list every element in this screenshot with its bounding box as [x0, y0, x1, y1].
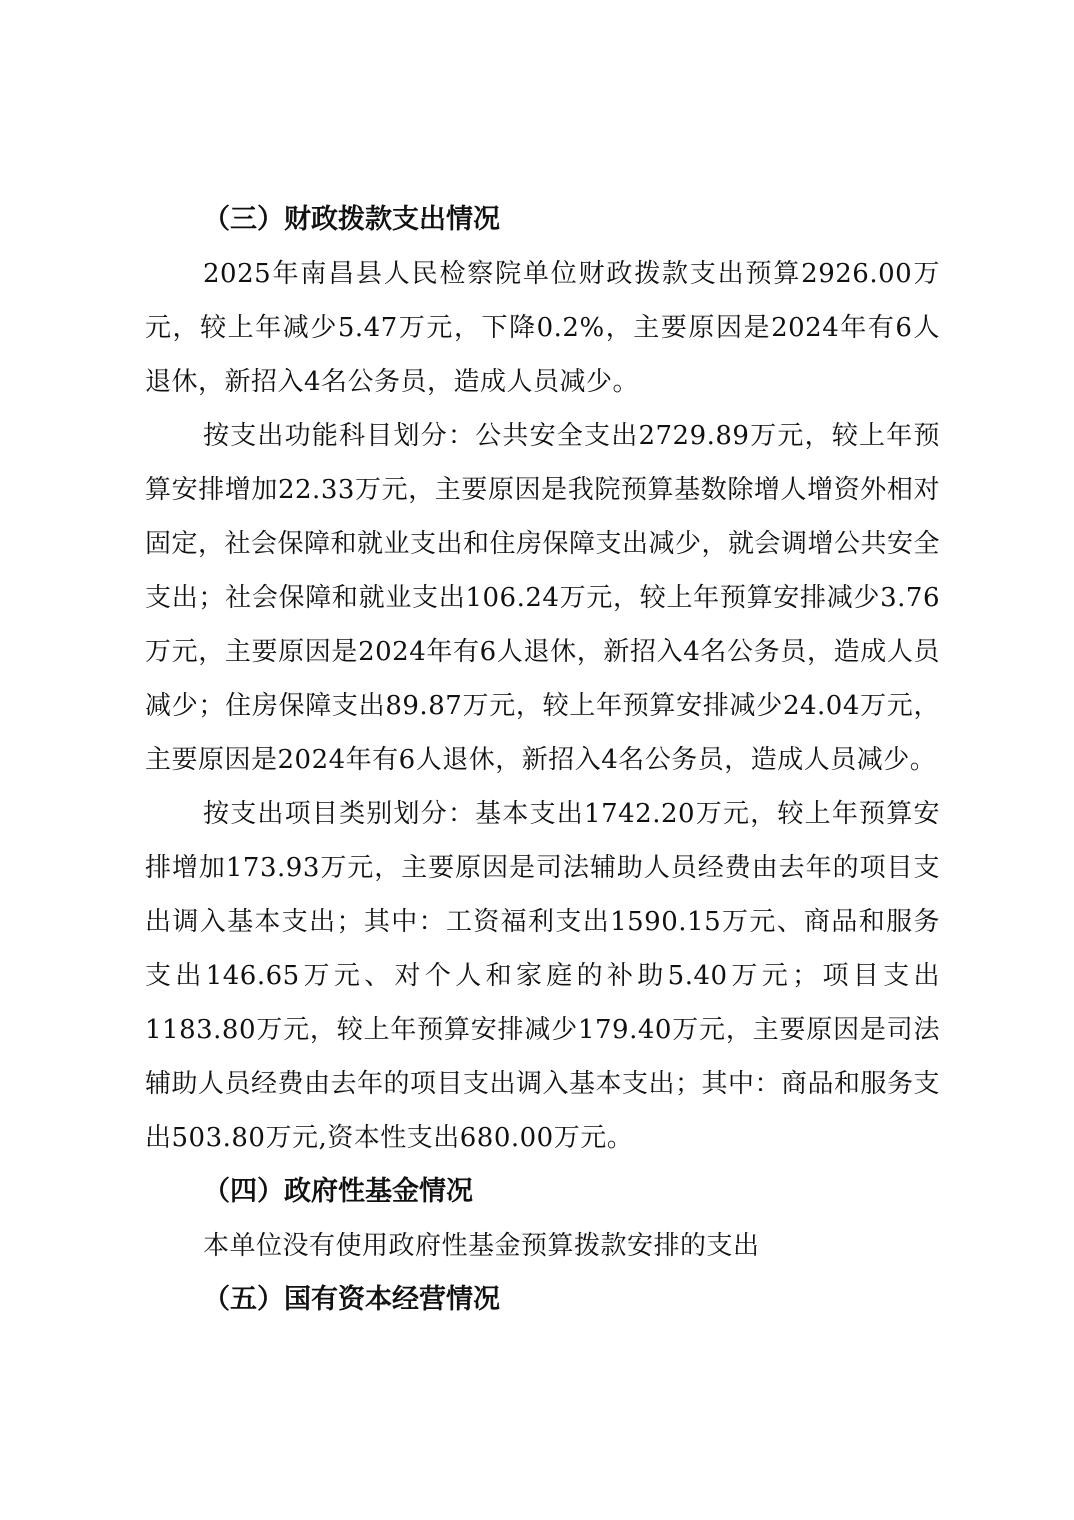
- document-page: [145, 193, 940, 1327]
- paragraph-project-classification: 按支出项目类别划分：基本支出1742.20万元，较上年预算安排增加173.93万元，主要原因是司法辅助人员经费由去年的项目支出调入基本支出；其中：工资福利支出1590.15万元、商品和服务支出146.65万元、对个人和家庭的补助5.40万元；项目支出1183.80万元，较上年预算安排减少179.40万元，主要原因是司法辅助人员经费由去年的项目支出调入基本支出；其中：商品和服务支出503.80万元,资本性支出680.00万元。: [145, 799, 941, 1153]
- section-heading-state-capital: （五）国有资本经营情况: [203, 1284, 500, 1315]
- section-heading-government-fund: （四）政府性基金情况: [203, 1176, 473, 1207]
- paragraph-government-fund: 本单位没有使用政府性基金预算拨款安排的支出: [203, 1231, 760, 1261]
- section-heading-fiscal-expenditure: （三）财政拨款支出情况: [203, 204, 500, 235]
- paragraph-budget-overview: 2025年南昌县人民检察院单位财政拨款支出预算2926.00万元，较上年减少5.47万元，下降0.2%，主要原因是2024年有6人退休，新招入4名公务员，造成人员减少。: [145, 259, 940, 397]
- paragraph-functional-classification: 按支出功能科目划分：公共安全支出2729.89万元，较上年预算安排增加22.33万元，主要原因是我院预算基数除增人增资外相对固定，社会保障和就业支出和住房保障支出减少，就会调增公共安全支出；社会保障和就业支出106.24万元，较上年预算安排减少3.76万元，主要原因是2024年有6人退休，新招入4名公务员，造成人员减少；住房保障支出89.87万元，较上年预算安排减少24.04万元，主要原因是2024年有6人退休，新招入4名公务员，造成人员减少。: [145, 421, 941, 775]
